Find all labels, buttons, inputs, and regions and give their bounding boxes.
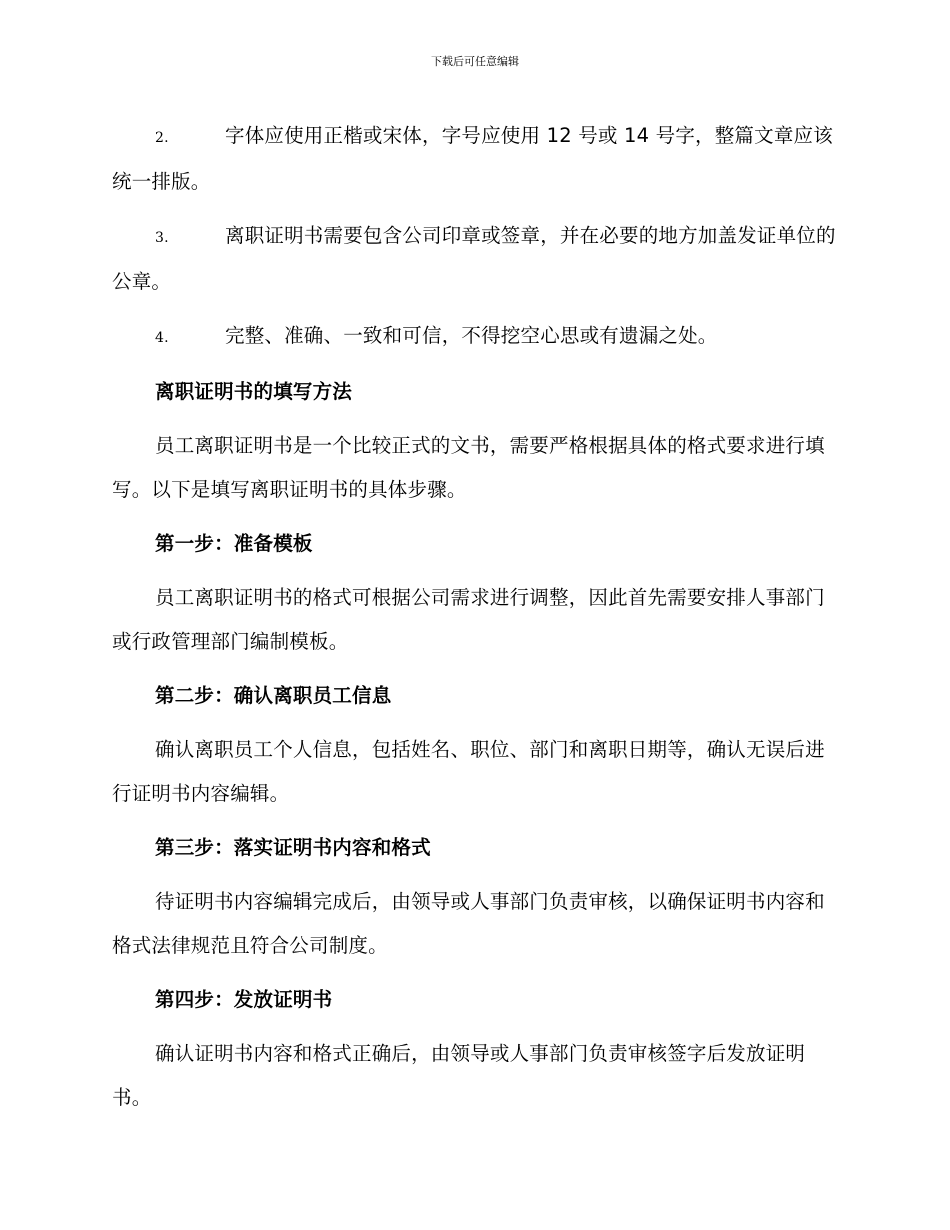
step-text: 待证明书内容编辑完成后，由领导或人事部门负责审核，以确保证明书内容和格式法律规范且符合公司制度。 xyxy=(112,890,825,957)
step-text: 员工离职证明书的格式可根据公司需求进行调整，因此首先需要安排人事部门或行政管理部门编制模板。 xyxy=(112,586,825,653)
list-item xyxy=(112,114,838,204)
step-text: 确认证明书内容和格式正确后，由领导或人事部门负责审核签字后发放证明书。 xyxy=(112,1042,806,1109)
step-title: 第三步：落实证明书内容和格式 xyxy=(155,836,431,859)
list-item-text: 字体应使用正楷或宋体，字号应使用 12 号或 14 号字，整篇文章应该统一排版。 xyxy=(112,124,833,193)
list-item-number: 2. xyxy=(155,130,169,146)
section-title: 离职证明书的填写方法 xyxy=(155,380,353,403)
list-item xyxy=(112,214,838,304)
list-item-number: 4. xyxy=(155,330,169,346)
list-item xyxy=(112,314,838,360)
step-title: 第二步：确认离职员工信息 xyxy=(155,684,392,707)
step-text: 确认离职员工个人信息，包括姓名、职位、部门和离职日期等，确认无误后进行证明书内容编辑。 xyxy=(112,738,825,805)
step-title: 第一步：准备模板 xyxy=(155,532,313,555)
list-item-text: 完整、准确、一致和可信，不得挖空心思或有遗漏之处。 xyxy=(225,324,718,347)
page-header-note: 下载后可任意编辑 xyxy=(431,55,519,68)
section-intro: 员工离职证明书是一个比较正式的文书，需要严格根据具体的格式要求进行填写。以下是填写离职证明书的具体步骤。 xyxy=(112,434,825,501)
list-item-number: 3. xyxy=(155,230,169,246)
step-title: 第四步：发放证明书 xyxy=(155,988,333,1011)
list-item-text: 离职证明书需要包含公司印章或签章，并在必要的地方加盖发证单位的公章。 xyxy=(112,224,836,293)
document-body xyxy=(112,114,838,1130)
